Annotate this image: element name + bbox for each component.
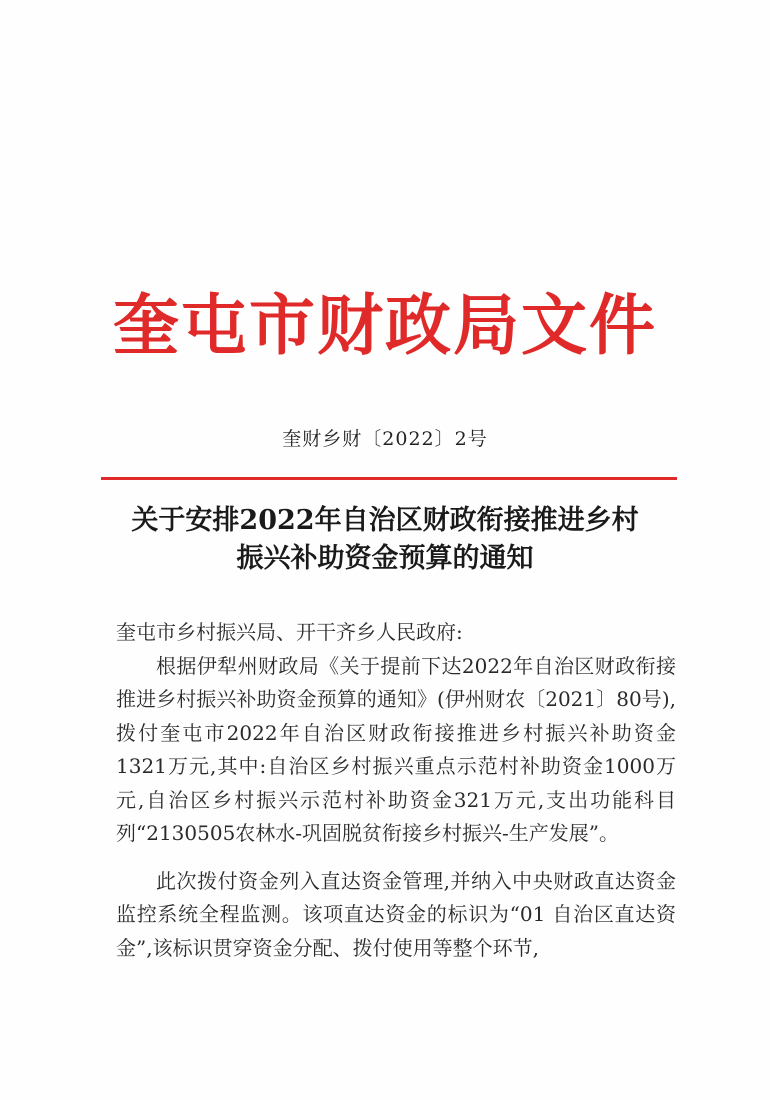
body-paragraph-1: 根据伊犁州财政局《关于提前下达2022年自治区财政衔接推进乡村振兴补助资金预算的通知》(伊州财农〔2021〕80号),拨付奎屯市2022年自治区财政衔接推进乡村振兴补助资金1321万元,其中:自治区乡村振兴重点示范村补助资金1000万元,自治区乡村振兴示范村补助资金321万元,支出功能科目列“2130505农林水-巩固脱贫衔接乡村振兴-生产发展”。 (116, 653, 676, 845)
notice-title-line-2: 振兴补助资金预算的通知 (236, 543, 534, 574)
masthead-title: 奎屯市财政局文件 (113, 286, 657, 364)
body-paragraph-2: 此次拨付资金列入直达资金管理,并纳入中央财政直达资金监控系统全程监测。该项直达资金的标识为“01 自治区直达资金”,该标识贯穿资金分配、拨付使用等整个环节, (116, 868, 676, 960)
red-divider-line (101, 477, 677, 480)
notice-title (90, 502, 680, 578)
addressee: 奎屯市乡村振兴局、开干齐乡人民政府: (116, 620, 463, 644)
notice-title-line-1: 关于安排2022年自治区财政衔接推进乡村 (131, 505, 639, 536)
document-number: 奎财乡财〔2022〕2号 (282, 428, 488, 450)
document-body (116, 616, 676, 965)
